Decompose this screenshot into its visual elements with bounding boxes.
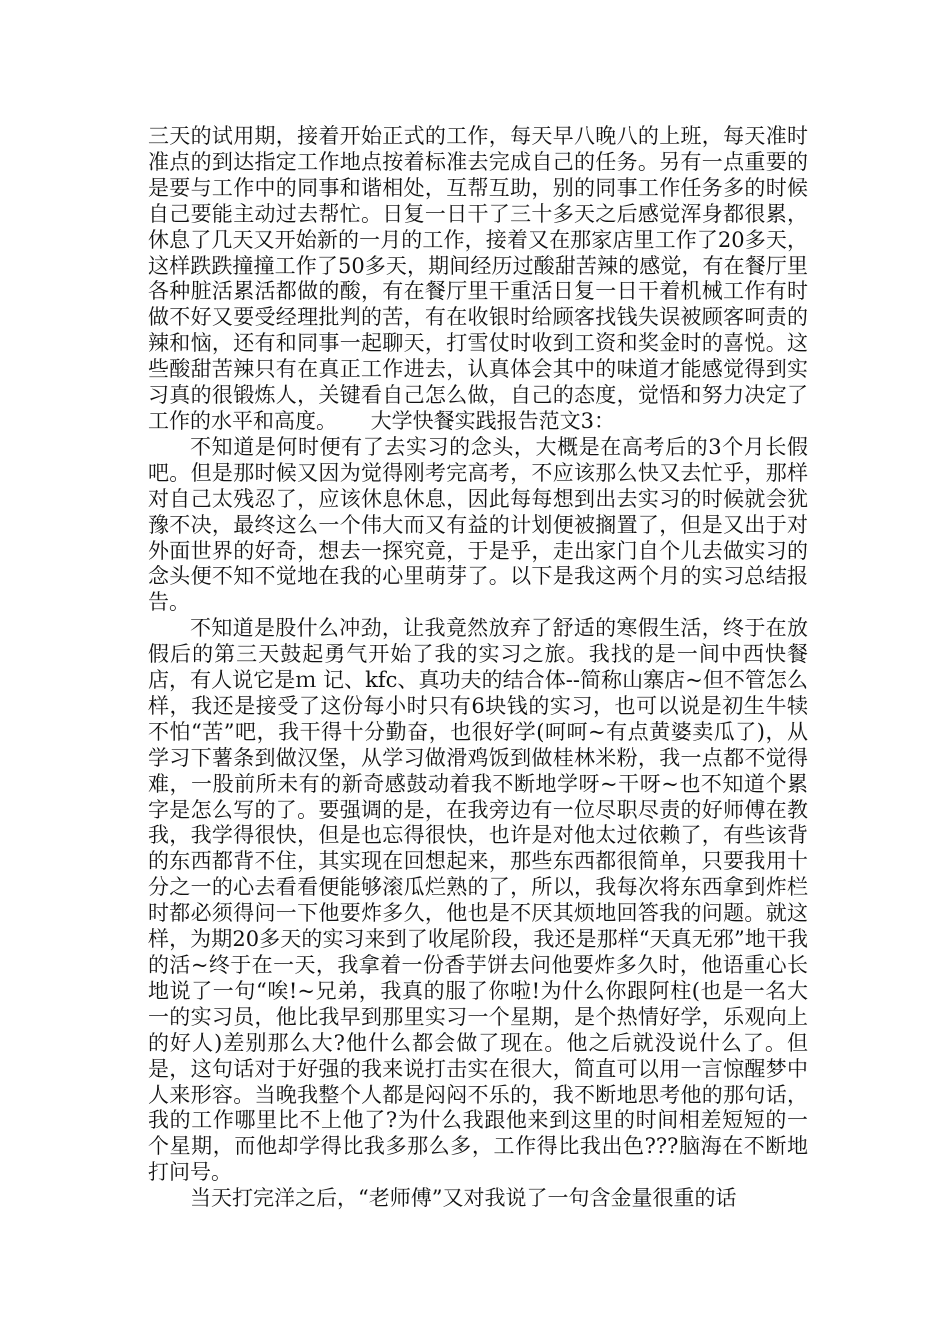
document-page — [148, 124, 808, 1212]
paragraph-1 — [148, 124, 808, 435]
paragraph-3: 不知道是股什么冲劲，让我竟然放弃了舒适的寒假生活，终于在放假后的第三天鼓起勇气开始了我的实习之旅。我找的是一间中西快餐店，有人说它是ｍ 记、kfc、真功夫的结合体--简称山寨店~但不管怎么样，我还是接受了这份每小时只有6块钱的实习，也可以说是初生牛犊不怕“苦”吧，我干得十分勤奋，也很好学(呵呵~有点黄婆卖瓜了)，从学习下薯条到做汉堡，从学习做滑鸡饭到做桂林米粉，我一点都不觉得难，一股前所未有的新奇感鼓动着我不断地学呀~干呀~也不知道个累字是怎么写的了。要强调的是，在我旁边有一位尽职尽责的好师傅在教我，我学得很快，但是也忘得很快，也许是对他太过依赖了，有些该背的东西都背不住，其实现在回想起来，那些东西都很简单，只要我用十分之一的心去看看便能够滚瓜烂熟的了，所以，我每次将东西拿到炸栏时都必须得问一下他要炸多久，他也是不厌其烦地回答我的问题。就这样，为期20多天的实习来到了收尾阶段，我还是那样“天真无邪”地干我的活~终于在一天，我拿着一份香芋饼去问他要炸多久时，他语重心长地说了一句“唉!~兄弟，我真的服了你啦!为什么你跟阿柱(也是一名大一的实习员，他比我早到那里实习一个星期，是个热情好学，乐观向上的好人)差别那么大?他什么都会做了现在。他之后就没说什么了。但是，这句话对于好强的我来说打击实在很大，简直可以用一言惊醒梦中人来形容。当晚我整个人都是闷闷不乐的，我不断地思考他的那句话，我的工作哪里比不上他了?为什么我跟他来到这里的时间相差短短的一个星期，而他却学得比我多那么多，工作得比我出色???脑海在不断地打问号。 — [148, 616, 808, 1185]
section-title: 大学快餐实践报告范文3： — [370, 408, 615, 433]
paragraph-1-text: 三天的试用期，接着开始正式的工作，每天早八晚八的上班，每天准时准点的到达指定工作地点按着标准去完成自己的任务。另有一点重要的是要与工作中的同事和谐相处，互帮互助，别的同事工作任务多的时候自己要能主动过去帮忙。日复一日干了三十多天之后感觉浑身都很累，休息了几天又开始新的一月的工作，接着又在那家店里工作了20多天，这样跌跌撞撞工作了50多天，期间经历过酸甜苦辣的感觉，有在餐厅里各种脏活累活都做的酸，有在餐厅里干重活日复一日干着机械工作有时做不好又要受经理批判的苦，有在收银时给顾客找钱失误被顾客呵责的辣和恼，还有和同事一起聊天，打雪仗时收到工资和奖金时的喜悦。这些酸甜苦辣只有在真正工作进去，认真体会其中的味道才能感觉得到实习真的很锻炼人，关键看自己怎么做，自己的态度，觉悟和努力决定了工作的水平和高度。 — [148, 124, 808, 433]
paragraph-4: 当天打完洋之后，“老师傅”又对我说了一句含金量很重的话 — [190, 1186, 737, 1211]
paragraph-2: 不知道是何时便有了去实习的念头，大概是在高考后的3个月长假吧。但是那时候又因为觉得刚考完高考，不应该那么快又去忙乎，那样对自己太残忍了，应该休息休息，因此每每想到出去实习的时候就会犹豫不决，最终这么一个伟大而又有益的计划便被搁置了，但是又出于对外面世界的好奇，想去一探究竟，于是乎，走出家门自个儿去做实习的念头便不知不觉地在我的心里萌芽了。以下是我这两个月的实习总结报告。 — [148, 434, 808, 615]
